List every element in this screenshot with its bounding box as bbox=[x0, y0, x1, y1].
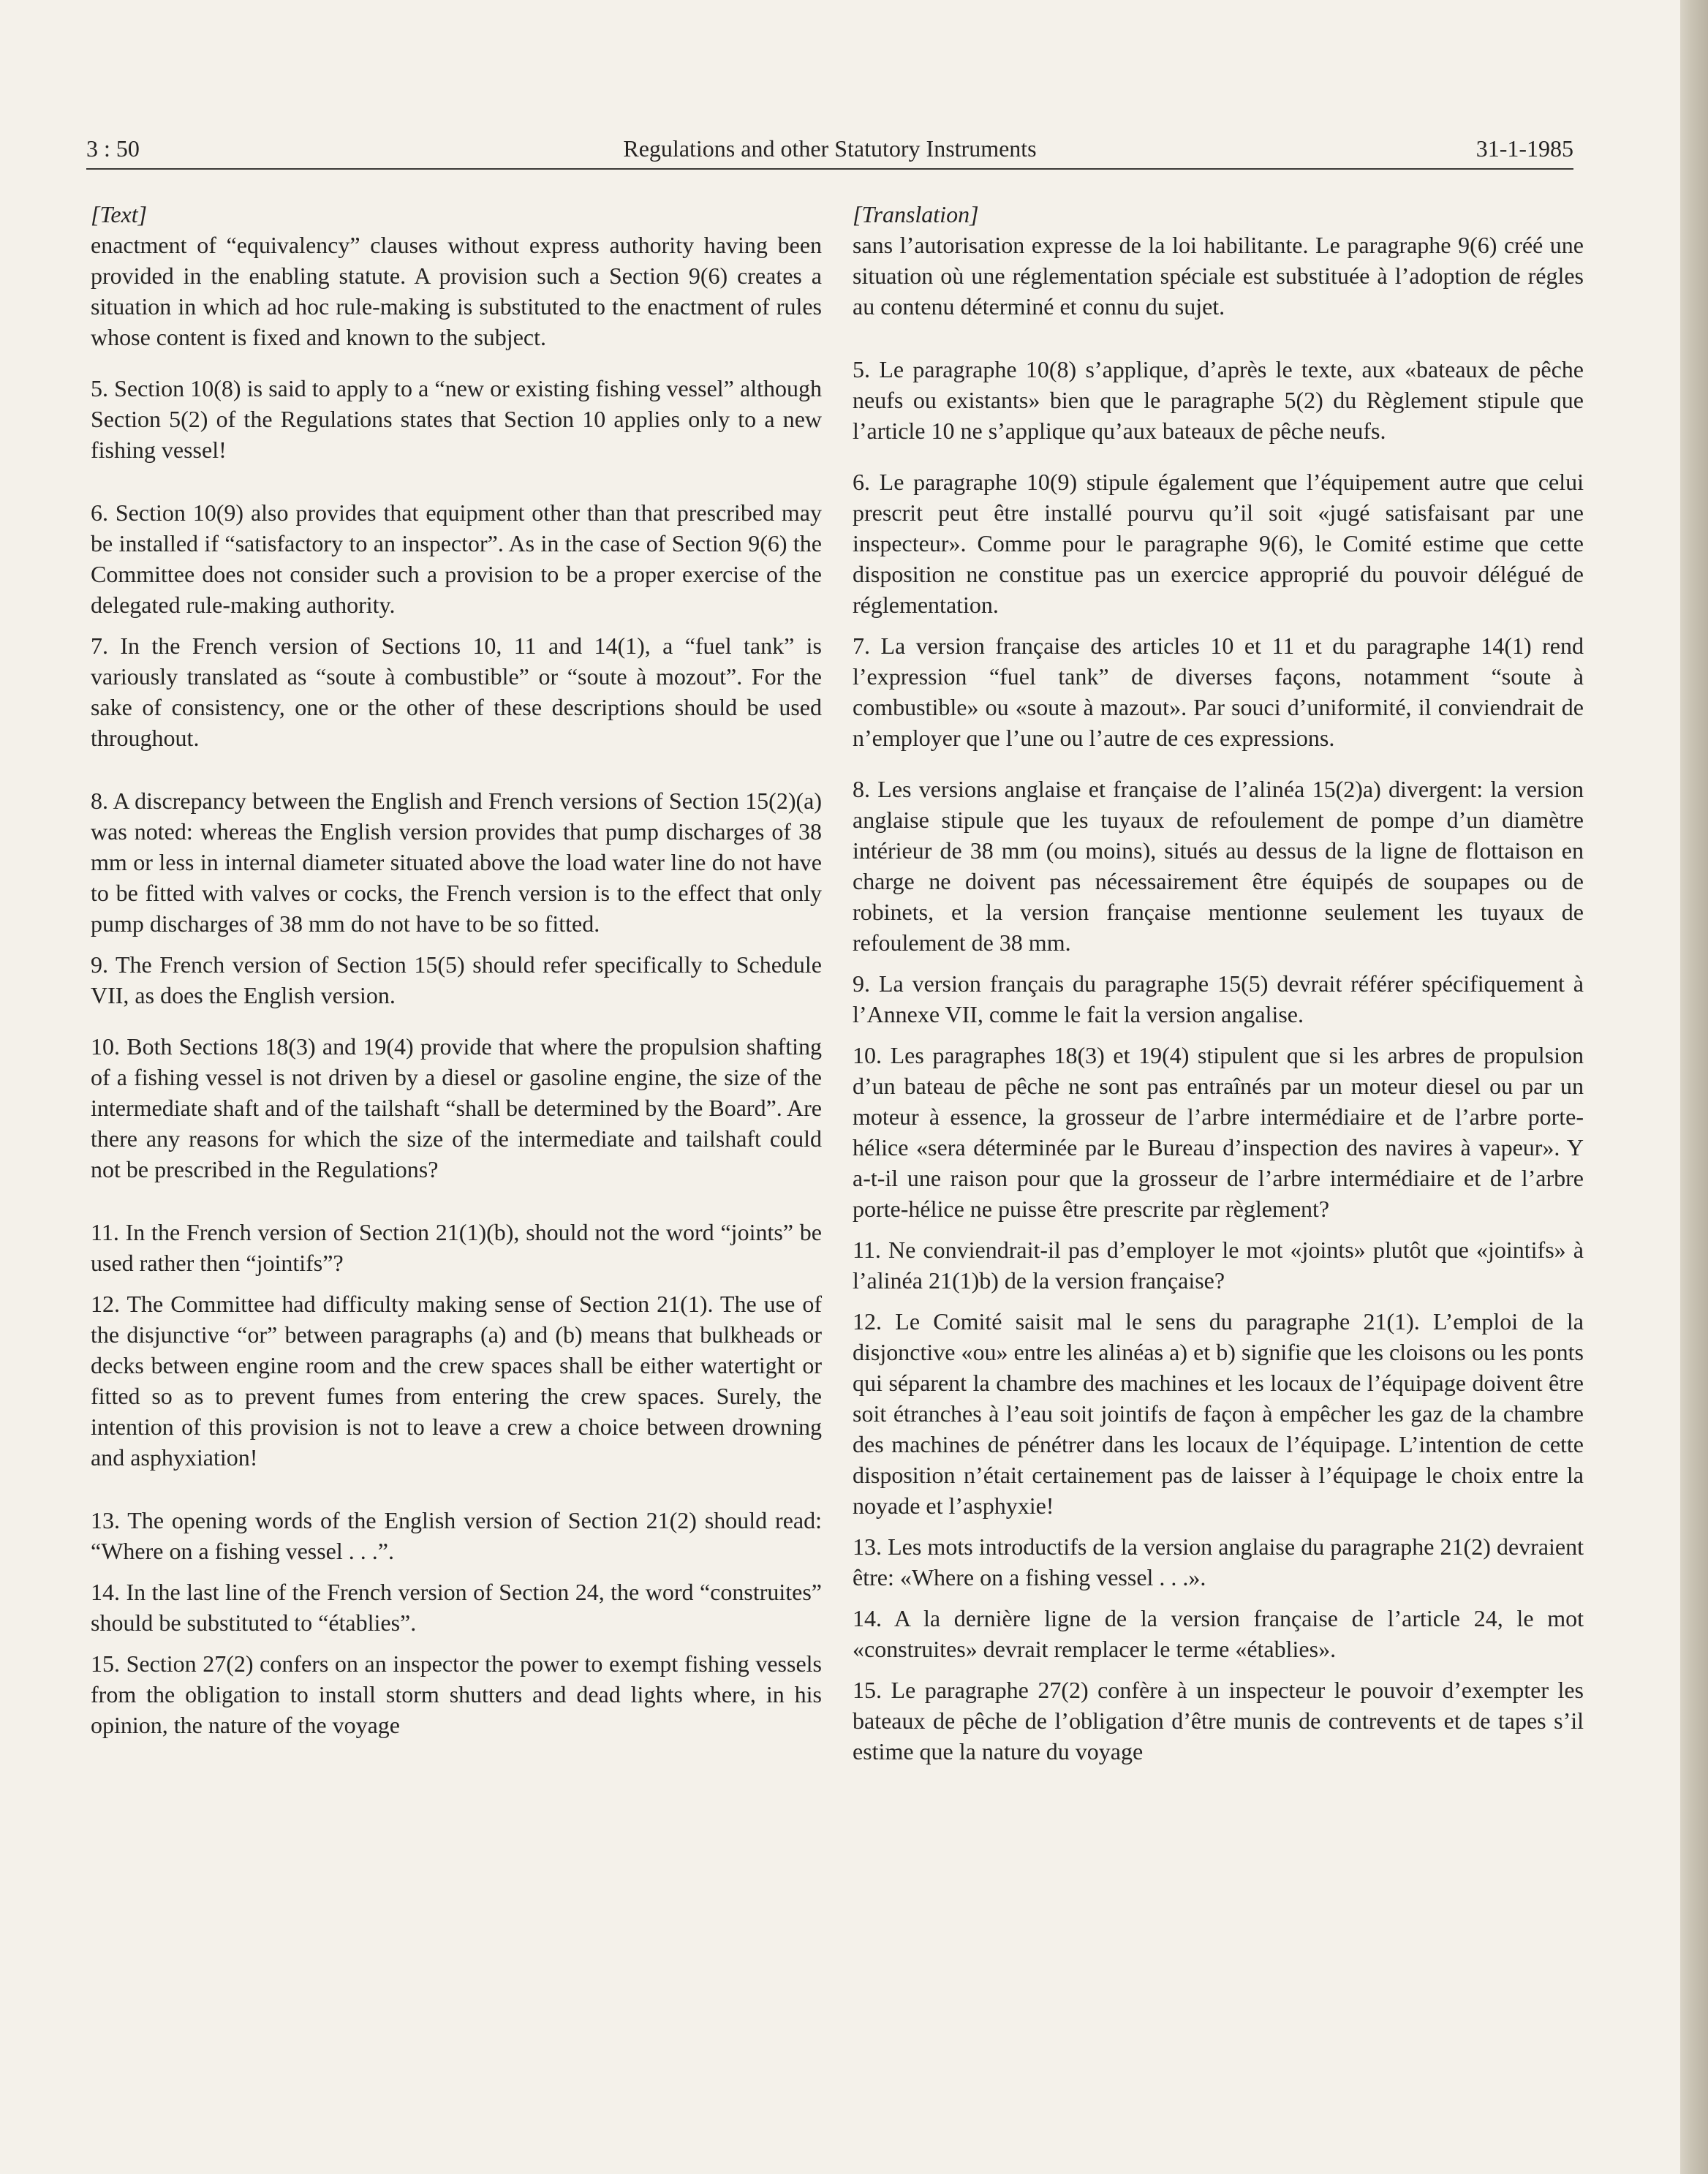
paragraphe-5: 5. Le paragraphe 10(8) s’applique, d’après le texte, aux «bateaux de pêche neufs ou existants» bien que le paragraphe 5(2) du Règlement stipule que l’article 10 ne s’applique qu’aux bateaux de pêche neufs. bbox=[853, 356, 1584, 444]
page-header bbox=[86, 124, 1573, 170]
paragraph-14: 14. In the last line of the French version of Section 24, the word “construites” should be substituted to “établies”. bbox=[91, 1579, 822, 1636]
paragraphe-13: 13. Les mots introductifs de la version anglaise du paragraphe 21(2) devraient être: «Where on a fishing vessel . . .». bbox=[853, 1533, 1584, 1590]
paragraph-8: 8. A discrepancy between the English and French versions of Section 15(2)(a) was noted: whereas the English version provides that pump discharges of 38 mm or less in internal diameter situated above the load water line do not have to be fitted with valves or cocks, the French version is to the effect that only pump discharges of 38 mm do not have to be so fitted. bbox=[91, 788, 822, 937]
english-text-column bbox=[91, 199, 822, 1740]
paragraph-10: 10. Both Sections 18(3) and 19(4) provide that where the propulsion shafting of a fishing vessel is not driven by a diesel or gasoline engine, the size of the intermediate shaft and of the tailshaft “shall be determined by the Board”. Are there any reasons for which the size of the intermediate and tailshaft could not be prescribed in the Regulations? bbox=[91, 1033, 822, 1182]
paragraphe-9: 9. La version français du paragraphe 15(5) devrait référer spécifiquement à l’Annexe VII, comme le fait la version angalise. bbox=[853, 970, 1584, 1027]
page-edge bbox=[1680, 0, 1708, 2174]
paragraph-11: 11. In the French version of Section 21(1)(b), should not the word “joints” be used rather then “jointifs”? bbox=[91, 1219, 822, 1276]
paragraphe-14: 14. A la dernière ligne de la version française de l’article 24, le mot «construites» devrait remplacer le terme «établies». bbox=[853, 1605, 1584, 1662]
paragraph-12: 12. The Committee had difficulty making sense of Section 21(1). The use of the disjunctive “or” between paragraphs (a) and (b) means that bulkheads or decks between engine room and the crew spaces shall be either watertight or fitted so as to prevent fumes from entering the crew spaces. Surely, the intention of this provision is not to leave a crew a choice between drowning and asphyxiation! bbox=[91, 1291, 822, 1471]
french-translation-column bbox=[853, 199, 1584, 1767]
paragraphe-12: 12. Le Comité saisit mal le sens du paragraphe 21(1). L’emploi de la disjonctive «ou» entre les alinéas a) et b) signifie que les cloisons ou les ponts qui séparent la chambre des machines et les locaux de l’équipage doivent être soit étranches à l’eau soit jointifs de façon à empêcher les gaz de la chambre des machines de pénétrer dans les locaux de l’équipage. L’intention de cette disposition n’était certainement pas de laisser à l’équipage le choix entre la noyade et l’asphyxie! bbox=[853, 1308, 1584, 1519]
paragraphe-11: 11. Ne conviendrait-il pas d’employer le mot «joints» plutôt que «jointifs» à l’alinéa 21(1)b) de la version française? bbox=[853, 1237, 1584, 1294]
paragraph-15: 15. Section 27(2) confers on an inspector the power to exempt fishing vessels from the obligation to install storm shutters and dead lights where, in his opinion, the nature of the voyage bbox=[91, 1650, 822, 1738]
paragraph-13: 13. The opening words of the English version of Section 21(2) should read: “Where on a fishing vessel . . .”. bbox=[91, 1507, 822, 1564]
publication-title: Regulations and other Statutory Instruments bbox=[623, 135, 1037, 162]
paragraph-6: 6. Section 10(9) also provides that equipment other than that prescribed may be installed if “satisfactory to an inspector”. As in the case of Section 9(6) the Committee does not consider such a provision to be a proper exercise of the delegated rule-making authority. bbox=[91, 499, 822, 618]
paragraph-5: 5. Section 10(8) is said to apply to a “new or existing fishing vessel” although Section 5(2) of the Regulations states that Section 10 applies only to a new fishing vessel! bbox=[91, 375, 822, 463]
paragraph-9: 9. The French version of Section 15(5) should refer specifically to Schedule VII, as does the English version. bbox=[91, 951, 822, 1008]
paragraphe-8: 8. Les versions anglaise et française de l’alinéa 15(2)a) divergent: la version anglaise stipule que les tuyaux de refoulement de pompe d’un diamètre intérieur de 38 mm (ou moins), situés au dessus de la ligne de flottaison en charge ne doivent pas nécessairement être équipés de soupapes ou de robinets, et la version française mentionne seulement les tuyaux de refoulement de 38 mm. bbox=[853, 776, 1584, 956]
page-number: 3 : 50 bbox=[86, 135, 140, 162]
paragraph-4-continued: enactment of “equivalency” clauses without express authority having been provided in the enabling statute. A provision such a Section 9(6) creates a situation in which ad hoc rule-making is substituted to the enactment of rules whose content is fixed and known to the subject. bbox=[91, 232, 822, 350]
column-label-translation: [Translation] bbox=[853, 201, 979, 227]
paragraph-7: 7. In the French version of Sections 10, 11 and 14(1), a “fuel tank” is variously translated as “soute à combustible” or “soute à mozout”. For the sake of consistency, one or the other of these descriptions should be used throughout. bbox=[91, 633, 822, 751]
paragraphe-15: 15. Le paragraphe 27(2) confère à un inspecteur le pouvoir d’exempter les bateaux de pêche de l’obligation d’être munis de contrevents et de tapes s’il estime que la nature du voyage bbox=[853, 1677, 1584, 1765]
paragraphe-4-suite: sans l’autorisation expresse de la loi habilitante. Le paragraphe 9(6) créé une situation où une réglementation spéciale est substituée à l’adoption de régles au contenu déterminé et connu du sujet. bbox=[853, 232, 1584, 320]
column-label-text: [Text] bbox=[91, 201, 148, 227]
paragraphe-7: 7. La version française des articles 10 et 11 et du paragraphe 14(1) rend l’expression “fuel tank” de diverses façons, notamment “soute à combustible» ou «soute à mazout». Par souci d’uniformité, il conviendrait de n’employer que l’une ou l’autre de ces expressions. bbox=[853, 633, 1584, 751]
paragraphe-10: 10. Les paragraphes 18(3) et 19(4) stipulent que si les arbres de propulsion d’un bateau de pêche ne sont pas entraînés par un moteur diesel ou par un moteur à essence, la grosseur de l’arbre intermédiaire et de l’arbre porte-hélice «sera déterminée par le Bureau d’inspection des navires à vapeur». Y a-t-il une raison pour que la grosseur de l’arbre intermédiaire et de l’arbre porte-hélice ne puisse être prescrite par règlement? bbox=[853, 1042, 1584, 1222]
publication-date: 31-1-1985 bbox=[1475, 135, 1573, 162]
paragraphe-6: 6. Le paragraphe 10(9) stipule également que l’équipement autre que celui prescrit peut être installé pourvu qu’il soit «jugé satisfaisant par une inspecteur». Comme pour le paragraphe 9(6), le Comité estime que cette disposition ne constitue pas un exercice approprié du pouvoir délégué de réglementation. bbox=[853, 469, 1584, 618]
